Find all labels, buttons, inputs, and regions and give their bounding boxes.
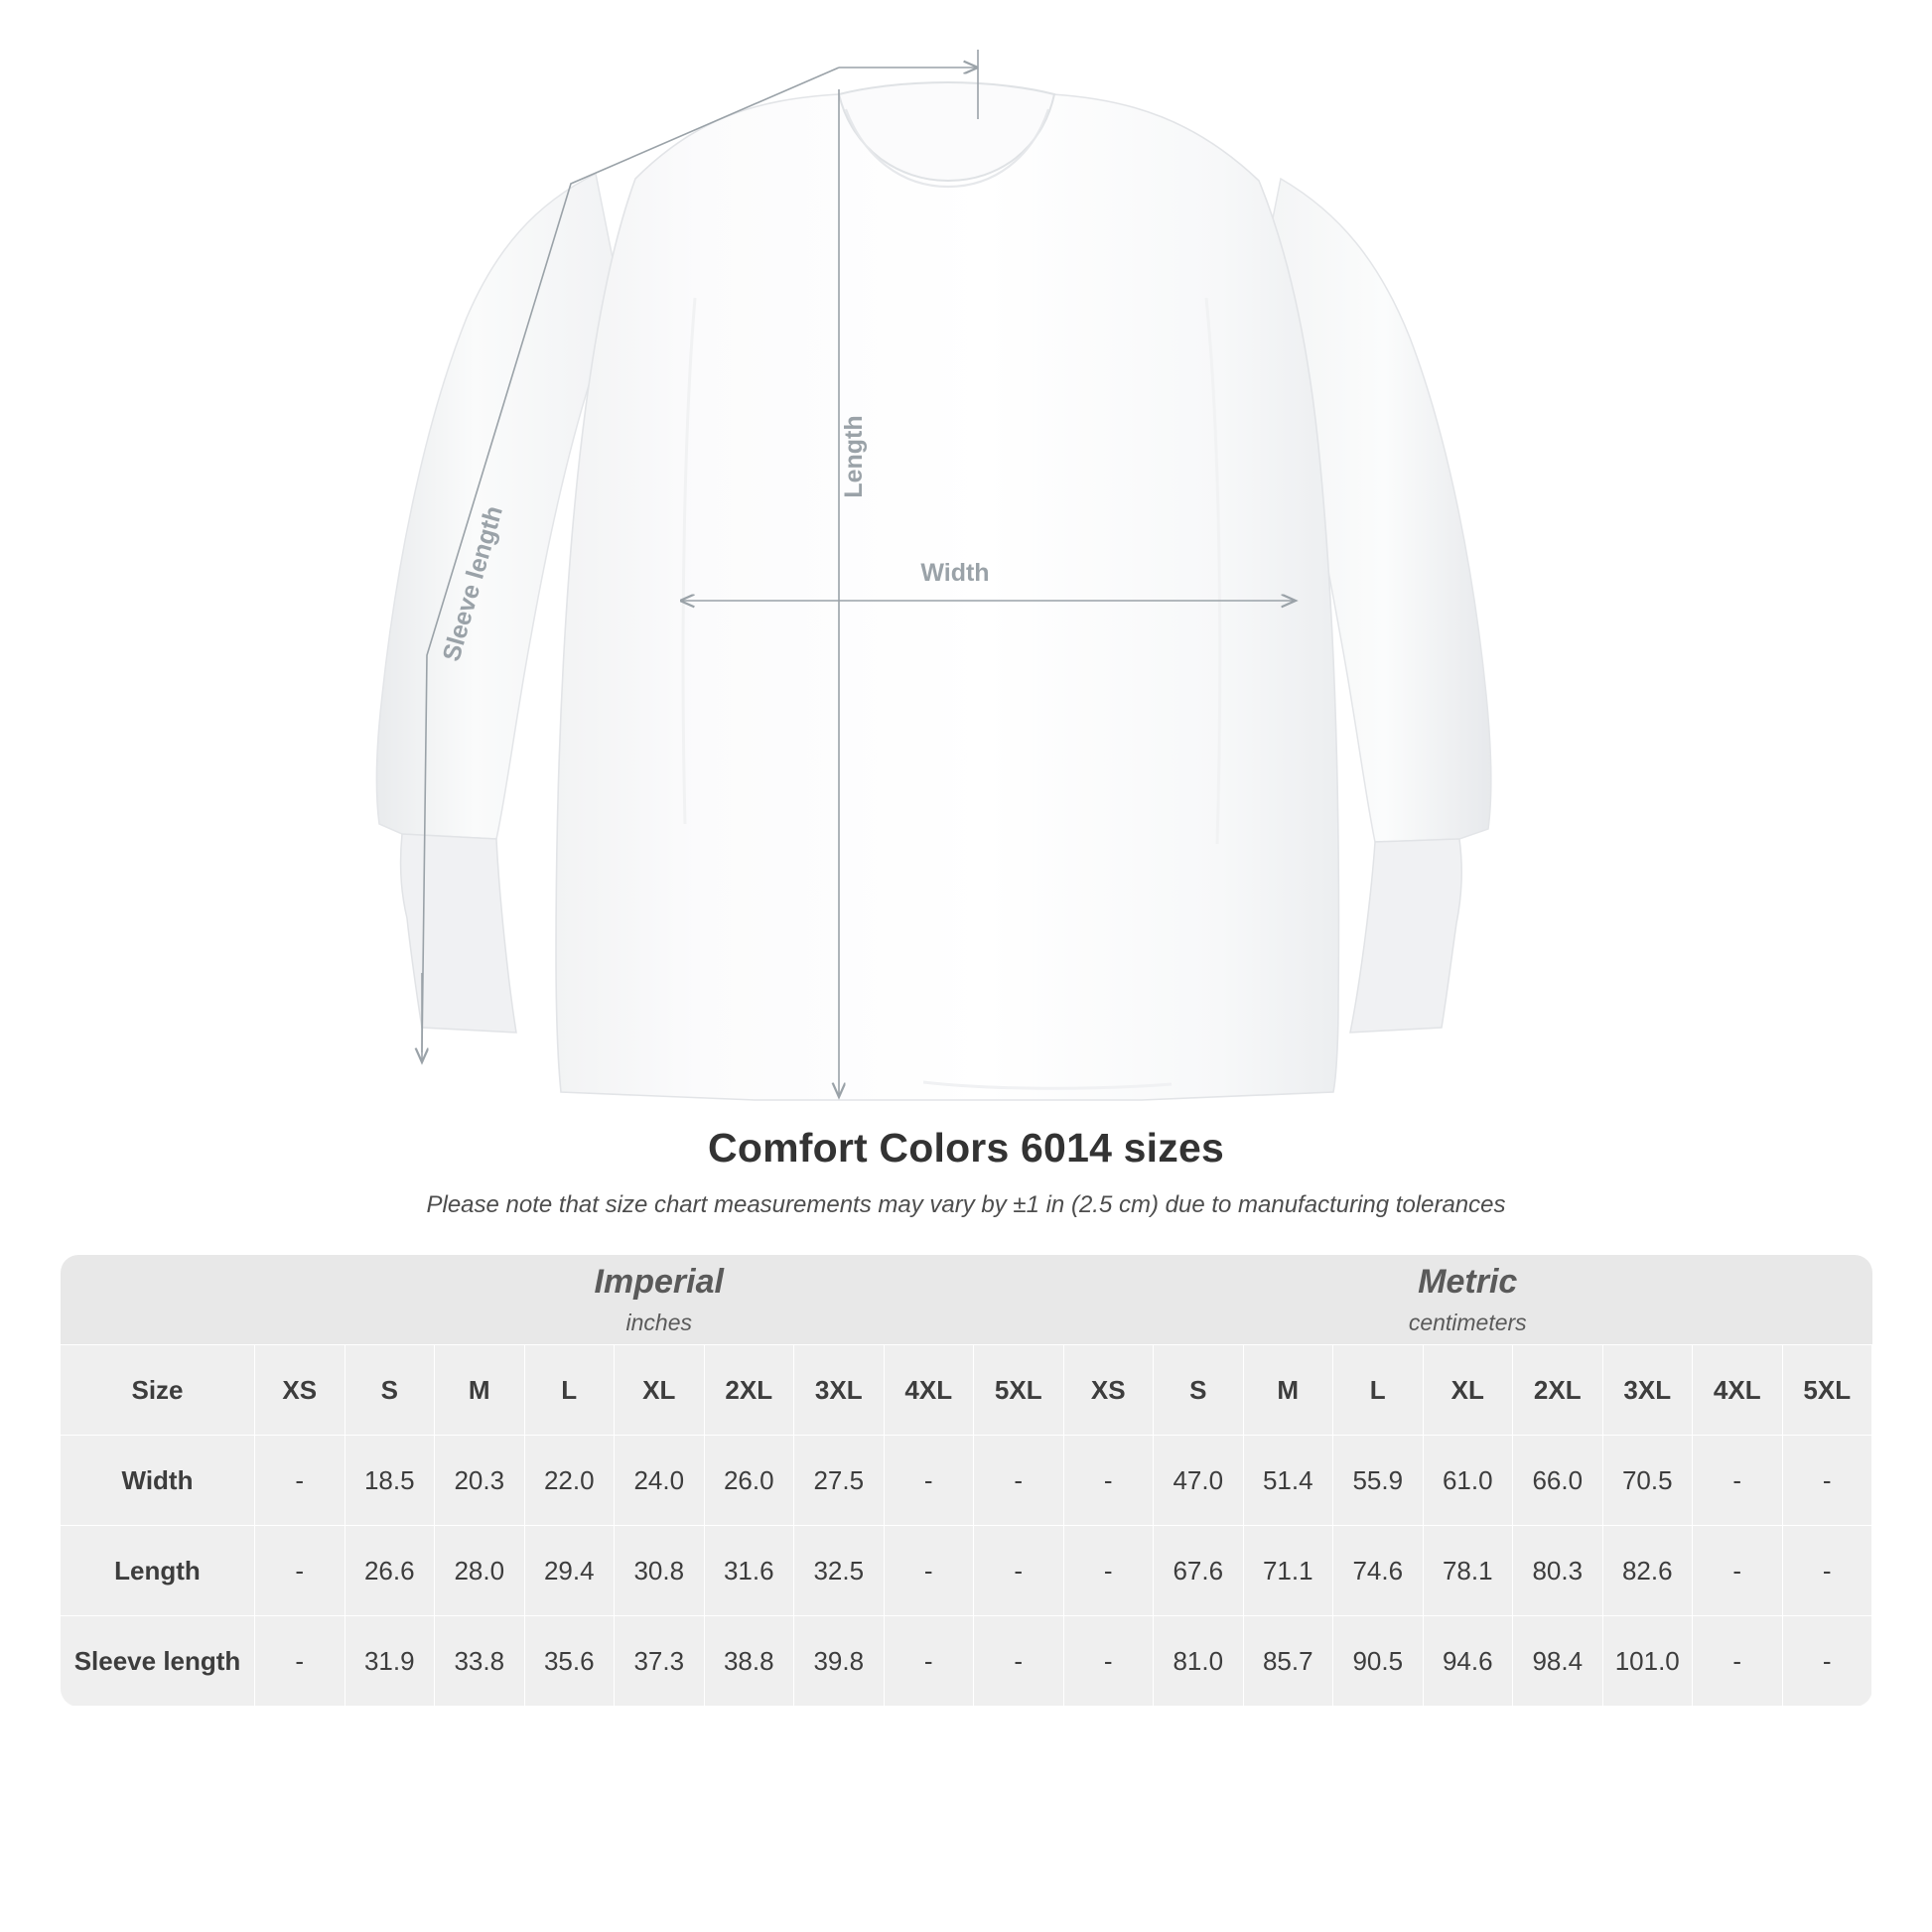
cell-sleeve-length-imperial-xl: 37.3 bbox=[615, 1616, 705, 1707]
title-block bbox=[0, 1125, 1932, 1219]
cell-width-imperial-xs: - bbox=[255, 1436, 345, 1526]
cell-length-imperial-4xl: - bbox=[884, 1526, 974, 1616]
cell-width-imperial-4xl: - bbox=[884, 1436, 974, 1526]
size-header-row bbox=[61, 1345, 1872, 1436]
cell-sleeve-length-metric-2xl: 98.4 bbox=[1513, 1616, 1603, 1707]
header-size-metric-2xl: 2XL bbox=[1513, 1345, 1603, 1436]
header-size-imperial-xl: XL bbox=[615, 1345, 705, 1436]
header-size-metric-xl: XL bbox=[1423, 1345, 1513, 1436]
cell-width-metric-5xl: - bbox=[1782, 1436, 1872, 1526]
header-size-metric-m: M bbox=[1243, 1345, 1333, 1436]
cell-sleeve-length-metric-m: 85.7 bbox=[1243, 1616, 1333, 1707]
cell-width-metric-m: 51.4 bbox=[1243, 1436, 1333, 1526]
cell-length-imperial-3xl: 32.5 bbox=[794, 1526, 885, 1616]
cell-width-metric-xl: 61.0 bbox=[1423, 1436, 1513, 1526]
unit-header-row bbox=[61, 1255, 1872, 1345]
table-corner bbox=[61, 1255, 255, 1345]
length-label: Length bbox=[840, 415, 868, 498]
cell-width-imperial-l: 22.0 bbox=[524, 1436, 615, 1526]
cell-length-imperial-xl: 30.8 bbox=[615, 1526, 705, 1616]
cell-sleeve-length-imperial-2xl: 38.8 bbox=[704, 1616, 794, 1707]
cell-width-imperial-m: 20.3 bbox=[435, 1436, 525, 1526]
table-row bbox=[61, 1526, 1872, 1616]
table-row bbox=[61, 1616, 1872, 1707]
header-size-imperial-2xl: 2XL bbox=[704, 1345, 794, 1436]
cell-width-metric-3xl: 70.5 bbox=[1602, 1436, 1693, 1526]
cell-sleeve-length-imperial-3xl: 39.8 bbox=[794, 1616, 885, 1707]
cell-sleeve-length-metric-3xl: 101.0 bbox=[1602, 1616, 1693, 1707]
unit-group-metric bbox=[1063, 1255, 1872, 1345]
cell-width-metric-s: 47.0 bbox=[1154, 1436, 1244, 1526]
tolerance-note: Please note that size chart measurements may vary by ±1 in (2.5 cm) due to manufacturing tolerances bbox=[426, 1191, 1506, 1218]
cell-width-metric-2xl: 66.0 bbox=[1513, 1436, 1603, 1526]
cell-sleeve-length-metric-s: 81.0 bbox=[1154, 1616, 1244, 1707]
row-label-sleeve-length: Sleeve length bbox=[61, 1616, 255, 1707]
size-table-wrapper bbox=[60, 1255, 1872, 1707]
cell-sleeve-length-imperial-s: 31.9 bbox=[345, 1616, 435, 1707]
header-size-imperial-m: M bbox=[435, 1345, 525, 1436]
cell-sleeve-length-imperial-m: 33.8 bbox=[435, 1616, 525, 1707]
cell-length-metric-4xl: - bbox=[1693, 1526, 1783, 1616]
cell-sleeve-length-metric-xl: 94.6 bbox=[1423, 1616, 1513, 1707]
cell-width-imperial-s: 18.5 bbox=[345, 1436, 435, 1526]
cell-length-metric-l: 74.6 bbox=[1333, 1526, 1424, 1616]
size-table bbox=[60, 1255, 1872, 1707]
header-size-metric-4xl: 4XL bbox=[1693, 1345, 1783, 1436]
header-size-metric-l: L bbox=[1333, 1345, 1424, 1436]
header-size-metric-s: S bbox=[1154, 1345, 1244, 1436]
cell-sleeve-length-imperial-l: 35.6 bbox=[524, 1616, 615, 1707]
unit-name-metric: Metric bbox=[1418, 1263, 1518, 1301]
width-label: Width bbox=[920, 559, 990, 587]
cell-sleeve-length-imperial-4xl: - bbox=[884, 1616, 974, 1707]
header-size-metric-3xl: 3XL bbox=[1602, 1345, 1693, 1436]
header-size-imperial-l: L bbox=[524, 1345, 615, 1436]
cell-length-imperial-5xl: - bbox=[974, 1526, 1064, 1616]
cell-length-metric-2xl: 80.3 bbox=[1513, 1526, 1603, 1616]
unit-name-imperial: Imperial bbox=[594, 1263, 724, 1301]
cell-sleeve-length-imperial-xs: - bbox=[255, 1616, 345, 1707]
tshirt-graphic bbox=[376, 82, 1490, 1100]
cell-width-imperial-5xl: - bbox=[974, 1436, 1064, 1526]
header-size-metric-5xl: 5XL bbox=[1782, 1345, 1872, 1436]
cell-width-metric-4xl: - bbox=[1693, 1436, 1783, 1526]
sleeve-length-label: Sleeve length bbox=[437, 502, 508, 665]
cell-length-imperial-l: 29.4 bbox=[524, 1526, 615, 1616]
unit-sub-imperial: inches bbox=[625, 1310, 692, 1335]
cell-width-imperial-xl: 24.0 bbox=[615, 1436, 705, 1526]
header-size: Size bbox=[61, 1345, 255, 1436]
table-row bbox=[61, 1436, 1872, 1526]
cell-length-imperial-2xl: 31.6 bbox=[704, 1526, 794, 1616]
header-size-imperial-5xl: 5XL bbox=[974, 1345, 1064, 1436]
cell-width-imperial-2xl: 26.0 bbox=[704, 1436, 794, 1526]
header-size-imperial-xs: XS bbox=[255, 1345, 345, 1436]
cell-length-metric-5xl: - bbox=[1782, 1526, 1872, 1616]
cell-width-metric-xs: - bbox=[1063, 1436, 1154, 1526]
cell-length-metric-3xl: 82.6 bbox=[1602, 1526, 1693, 1616]
header-size-imperial-s: S bbox=[345, 1345, 435, 1436]
row-label-width: Width bbox=[61, 1436, 255, 1526]
header-size-imperial-4xl: 4XL bbox=[884, 1345, 974, 1436]
cell-sleeve-length-metric-xs: - bbox=[1063, 1616, 1154, 1707]
cell-sleeve-length-imperial-5xl: - bbox=[974, 1616, 1064, 1707]
row-label-length: Length bbox=[61, 1526, 255, 1616]
cell-sleeve-length-metric-4xl: - bbox=[1693, 1616, 1783, 1707]
cell-length-imperial-m: 28.0 bbox=[435, 1526, 525, 1616]
cell-sleeve-length-metric-5xl: - bbox=[1782, 1616, 1872, 1707]
page-title: Comfort Colors 6014 sizes bbox=[708, 1125, 1224, 1171]
header-size-metric-xs: XS bbox=[1063, 1345, 1154, 1436]
cell-length-metric-m: 71.1 bbox=[1243, 1526, 1333, 1616]
cell-length-metric-s: 67.6 bbox=[1154, 1526, 1244, 1616]
cell-sleeve-length-metric-l: 90.5 bbox=[1333, 1616, 1424, 1707]
header-size-imperial-3xl: 3XL bbox=[794, 1345, 885, 1436]
unit-group-imperial bbox=[255, 1255, 1064, 1345]
cell-length-metric-xl: 78.1 bbox=[1423, 1526, 1513, 1616]
unit-sub-metric: centimeters bbox=[1408, 1310, 1527, 1335]
cell-length-metric-xs: - bbox=[1063, 1526, 1154, 1616]
cell-width-imperial-3xl: 27.5 bbox=[794, 1436, 885, 1526]
cell-length-imperial-xs: - bbox=[255, 1526, 345, 1616]
cell-length-imperial-s: 26.6 bbox=[345, 1526, 435, 1616]
cell-width-metric-l: 55.9 bbox=[1333, 1436, 1424, 1526]
